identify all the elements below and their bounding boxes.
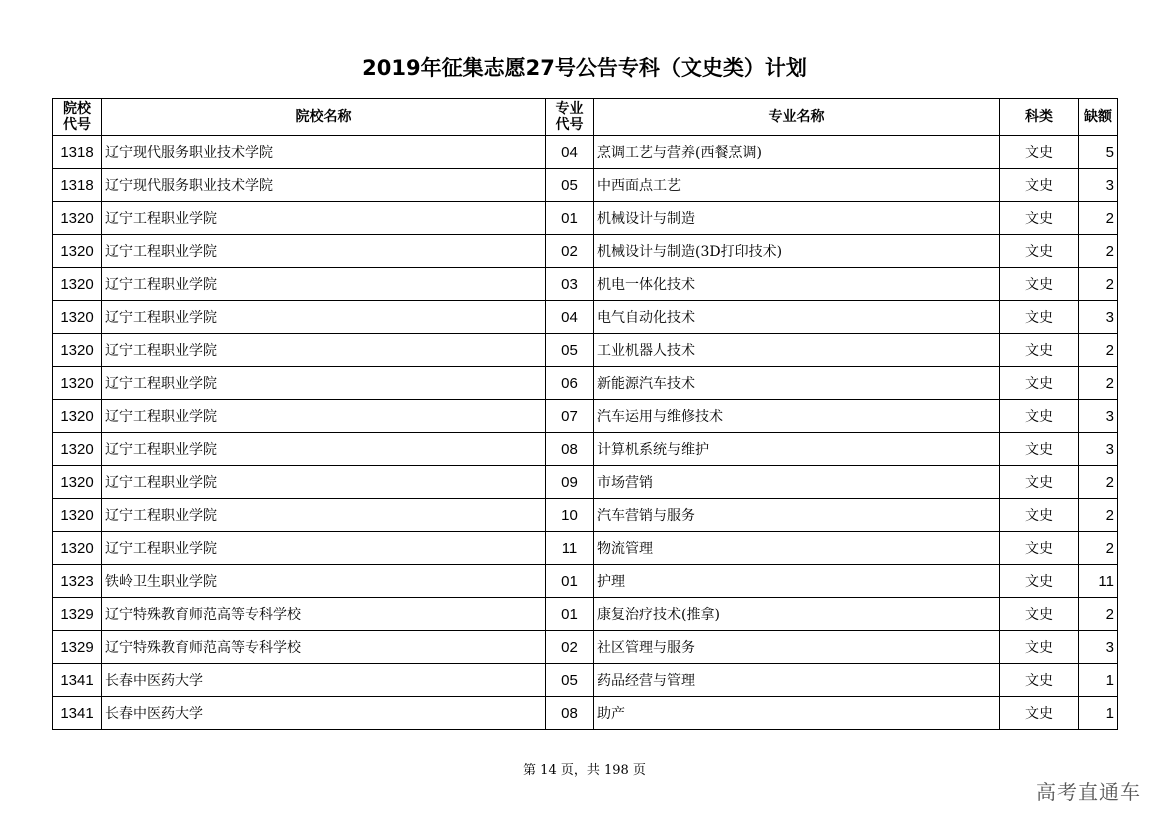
- table-row: [53, 268, 1118, 301]
- cell-category: 文史: [1000, 400, 1079, 433]
- cell-school-name: 辽宁工程职业学院: [102, 301, 546, 334]
- cell-school-code: 1320: [53, 334, 102, 367]
- cell-major-code: 05: [546, 664, 594, 697]
- cell-major-name: 社区管理与服务: [594, 631, 1000, 664]
- cell-vacancy: 5: [1079, 136, 1118, 169]
- header-major-code: 专业 代号: [546, 99, 594, 136]
- cell-category: 文史: [1000, 664, 1079, 697]
- cell-major-name: 物流管理: [594, 532, 1000, 565]
- cell-major-name: 康复治疗技术(推拿): [594, 598, 1000, 631]
- cell-major-name: 工业机器人技术: [594, 334, 1000, 367]
- cell-major-code: 10: [546, 499, 594, 532]
- table-row: [53, 631, 1118, 664]
- cell-major-name: 机械设计与制造: [594, 202, 1000, 235]
- cell-category: 文史: [1000, 499, 1079, 532]
- table-row: [53, 499, 1118, 532]
- cell-vacancy: 3: [1079, 400, 1118, 433]
- cell-major-name: 汽车营销与服务: [594, 499, 1000, 532]
- cell-major-code: 04: [546, 301, 594, 334]
- cell-school-name: 铁岭卫生职业学院: [102, 565, 546, 598]
- cell-category: 文史: [1000, 565, 1079, 598]
- cell-major-name: 电气自动化技术: [594, 301, 1000, 334]
- cell-major-code: 11: [546, 532, 594, 565]
- cell-vacancy: 2: [1079, 268, 1118, 301]
- cell-school-name: 辽宁工程职业学院: [102, 268, 546, 301]
- cell-school-name: 辽宁工程职业学院: [102, 466, 546, 499]
- table-row: [53, 664, 1118, 697]
- cell-major-code: 01: [546, 598, 594, 631]
- cell-major-name: 中西面点工艺: [594, 169, 1000, 202]
- cell-school-code: 1341: [53, 664, 102, 697]
- cell-category: 文史: [1000, 169, 1079, 202]
- cell-major-code: 05: [546, 334, 594, 367]
- cell-school-code: 1318: [53, 136, 102, 169]
- cell-school-name: 长春中医药大学: [102, 664, 546, 697]
- table-row: [53, 532, 1118, 565]
- cell-major-name: 汽车运用与维修技术: [594, 400, 1000, 433]
- cell-vacancy: 3: [1079, 631, 1118, 664]
- cell-school-name: 辽宁工程职业学院: [102, 367, 546, 400]
- cell-category: 文史: [1000, 367, 1079, 400]
- table-row: [53, 466, 1118, 499]
- cell-school-name: 辽宁工程职业学院: [102, 532, 546, 565]
- cell-major-code: 02: [546, 631, 594, 664]
- header-major-name: 专业名称: [594, 99, 1000, 136]
- cell-school-code: 1329: [53, 598, 102, 631]
- cell-school-code: 1320: [53, 433, 102, 466]
- cell-category: 文史: [1000, 532, 1079, 565]
- page-footer: 第 14 页，共 198 页: [523, 763, 646, 778]
- cell-school-name: 辽宁工程职业学院: [102, 235, 546, 268]
- table-row: [53, 301, 1118, 334]
- header-category: 科类: [1000, 99, 1079, 136]
- table-row: [53, 400, 1118, 433]
- cell-school-name: 辽宁工程职业学院: [102, 202, 546, 235]
- cell-vacancy: 3: [1079, 433, 1118, 466]
- plan-table: [52, 98, 1118, 730]
- cell-school-code: 1323: [53, 565, 102, 598]
- cell-vacancy: 2: [1079, 202, 1118, 235]
- cell-major-name: 市场营销: [594, 466, 1000, 499]
- cell-major-code: 08: [546, 433, 594, 466]
- cell-school-code: 1329: [53, 631, 102, 664]
- cell-school-name: 辽宁特殊教育师范高等专科学校: [102, 631, 546, 664]
- cell-category: 文史: [1000, 598, 1079, 631]
- cell-vacancy: 3: [1079, 301, 1118, 334]
- table-row: [53, 598, 1118, 631]
- cell-category: 文史: [1000, 235, 1079, 268]
- cell-school-code: 1320: [53, 400, 102, 433]
- header-row: [53, 99, 1118, 136]
- cell-major-name: 护理: [594, 565, 1000, 598]
- cell-vacancy: 11: [1079, 565, 1118, 598]
- cell-major-code: 05: [546, 169, 594, 202]
- cell-category: 文史: [1000, 268, 1079, 301]
- cell-school-name: 辽宁特殊教育师范高等专科学校: [102, 598, 546, 631]
- cell-major-code: 01: [546, 202, 594, 235]
- cell-vacancy: 2: [1079, 598, 1118, 631]
- cell-major-code: 09: [546, 466, 594, 499]
- cell-category: 文史: [1000, 301, 1079, 334]
- cell-category: 文史: [1000, 334, 1079, 367]
- cell-school-name: 辽宁工程职业学院: [102, 433, 546, 466]
- cell-vacancy: 2: [1079, 499, 1118, 532]
- cell-vacancy: 2: [1079, 334, 1118, 367]
- cell-school-code: 1341: [53, 697, 102, 730]
- cell-school-code: 1320: [53, 532, 102, 565]
- cell-vacancy: 2: [1079, 235, 1118, 268]
- watermark: 高考直通车: [1036, 780, 1141, 804]
- cell-school-code: 1320: [53, 301, 102, 334]
- cell-school-code: 1320: [53, 235, 102, 268]
- cell-school-name: 辽宁工程职业学院: [102, 499, 546, 532]
- table-row: [53, 334, 1118, 367]
- cell-school-code: 1320: [53, 268, 102, 301]
- cell-school-name: 辽宁工程职业学院: [102, 334, 546, 367]
- cell-vacancy: 2: [1079, 532, 1118, 565]
- cell-major-code: 08: [546, 697, 594, 730]
- table-row: [53, 697, 1118, 730]
- cell-school-code: 1318: [53, 169, 102, 202]
- table-row: [53, 136, 1118, 169]
- cell-vacancy: 3: [1079, 169, 1118, 202]
- cell-major-code: 07: [546, 400, 594, 433]
- cell-major-name: 药品经营与管理: [594, 664, 1000, 697]
- table-row: [53, 367, 1118, 400]
- cell-vacancy: 1: [1079, 664, 1118, 697]
- cell-major-name: 计算机系统与维护: [594, 433, 1000, 466]
- cell-school-name: 辽宁工程职业学院: [102, 400, 546, 433]
- table-row: [53, 169, 1118, 202]
- cell-category: 文史: [1000, 433, 1079, 466]
- cell-school-code: 1320: [53, 202, 102, 235]
- cell-major-code: 03: [546, 268, 594, 301]
- cell-school-code: 1320: [53, 499, 102, 532]
- cell-major-code: 04: [546, 136, 594, 169]
- cell-school-code: 1320: [53, 367, 102, 400]
- cell-major-name: 助产: [594, 697, 1000, 730]
- cell-category: 文史: [1000, 466, 1079, 499]
- header-school-code: 院校 代号: [53, 99, 102, 136]
- table-row: [53, 202, 1118, 235]
- cell-major-name: 机电一体化技术: [594, 268, 1000, 301]
- cell-vacancy: 1: [1079, 697, 1118, 730]
- cell-major-code: 06: [546, 367, 594, 400]
- cell-vacancy: 2: [1079, 367, 1118, 400]
- cell-category: 文史: [1000, 202, 1079, 235]
- cell-category: 文史: [1000, 631, 1079, 664]
- cell-major-code: 02: [546, 235, 594, 268]
- cell-category: 文史: [1000, 697, 1079, 730]
- table-row: [53, 235, 1118, 268]
- table-row: [53, 433, 1118, 466]
- table-row: [53, 565, 1118, 598]
- page-title: 2019年征集志愿27号公告专科（文史类）计划: [362, 56, 807, 80]
- header-vacancy: 缺额: [1079, 99, 1118, 136]
- header-school-name: 院校名称: [102, 99, 546, 136]
- cell-major-name: 烹调工艺与营养(西餐烹调): [594, 136, 1000, 169]
- cell-major-code: 01: [546, 565, 594, 598]
- cell-school-name: 辽宁现代服务职业技术学院: [102, 136, 546, 169]
- cell-vacancy: 2: [1079, 466, 1118, 499]
- cell-school-name: 辽宁现代服务职业技术学院: [102, 169, 546, 202]
- cell-school-code: 1320: [53, 466, 102, 499]
- cell-major-name: 新能源汽车技术: [594, 367, 1000, 400]
- cell-category: 文史: [1000, 136, 1079, 169]
- cell-major-name: 机械设计与制造(3D打印技术): [594, 235, 1000, 268]
- cell-school-name: 长春中医药大学: [102, 697, 546, 730]
